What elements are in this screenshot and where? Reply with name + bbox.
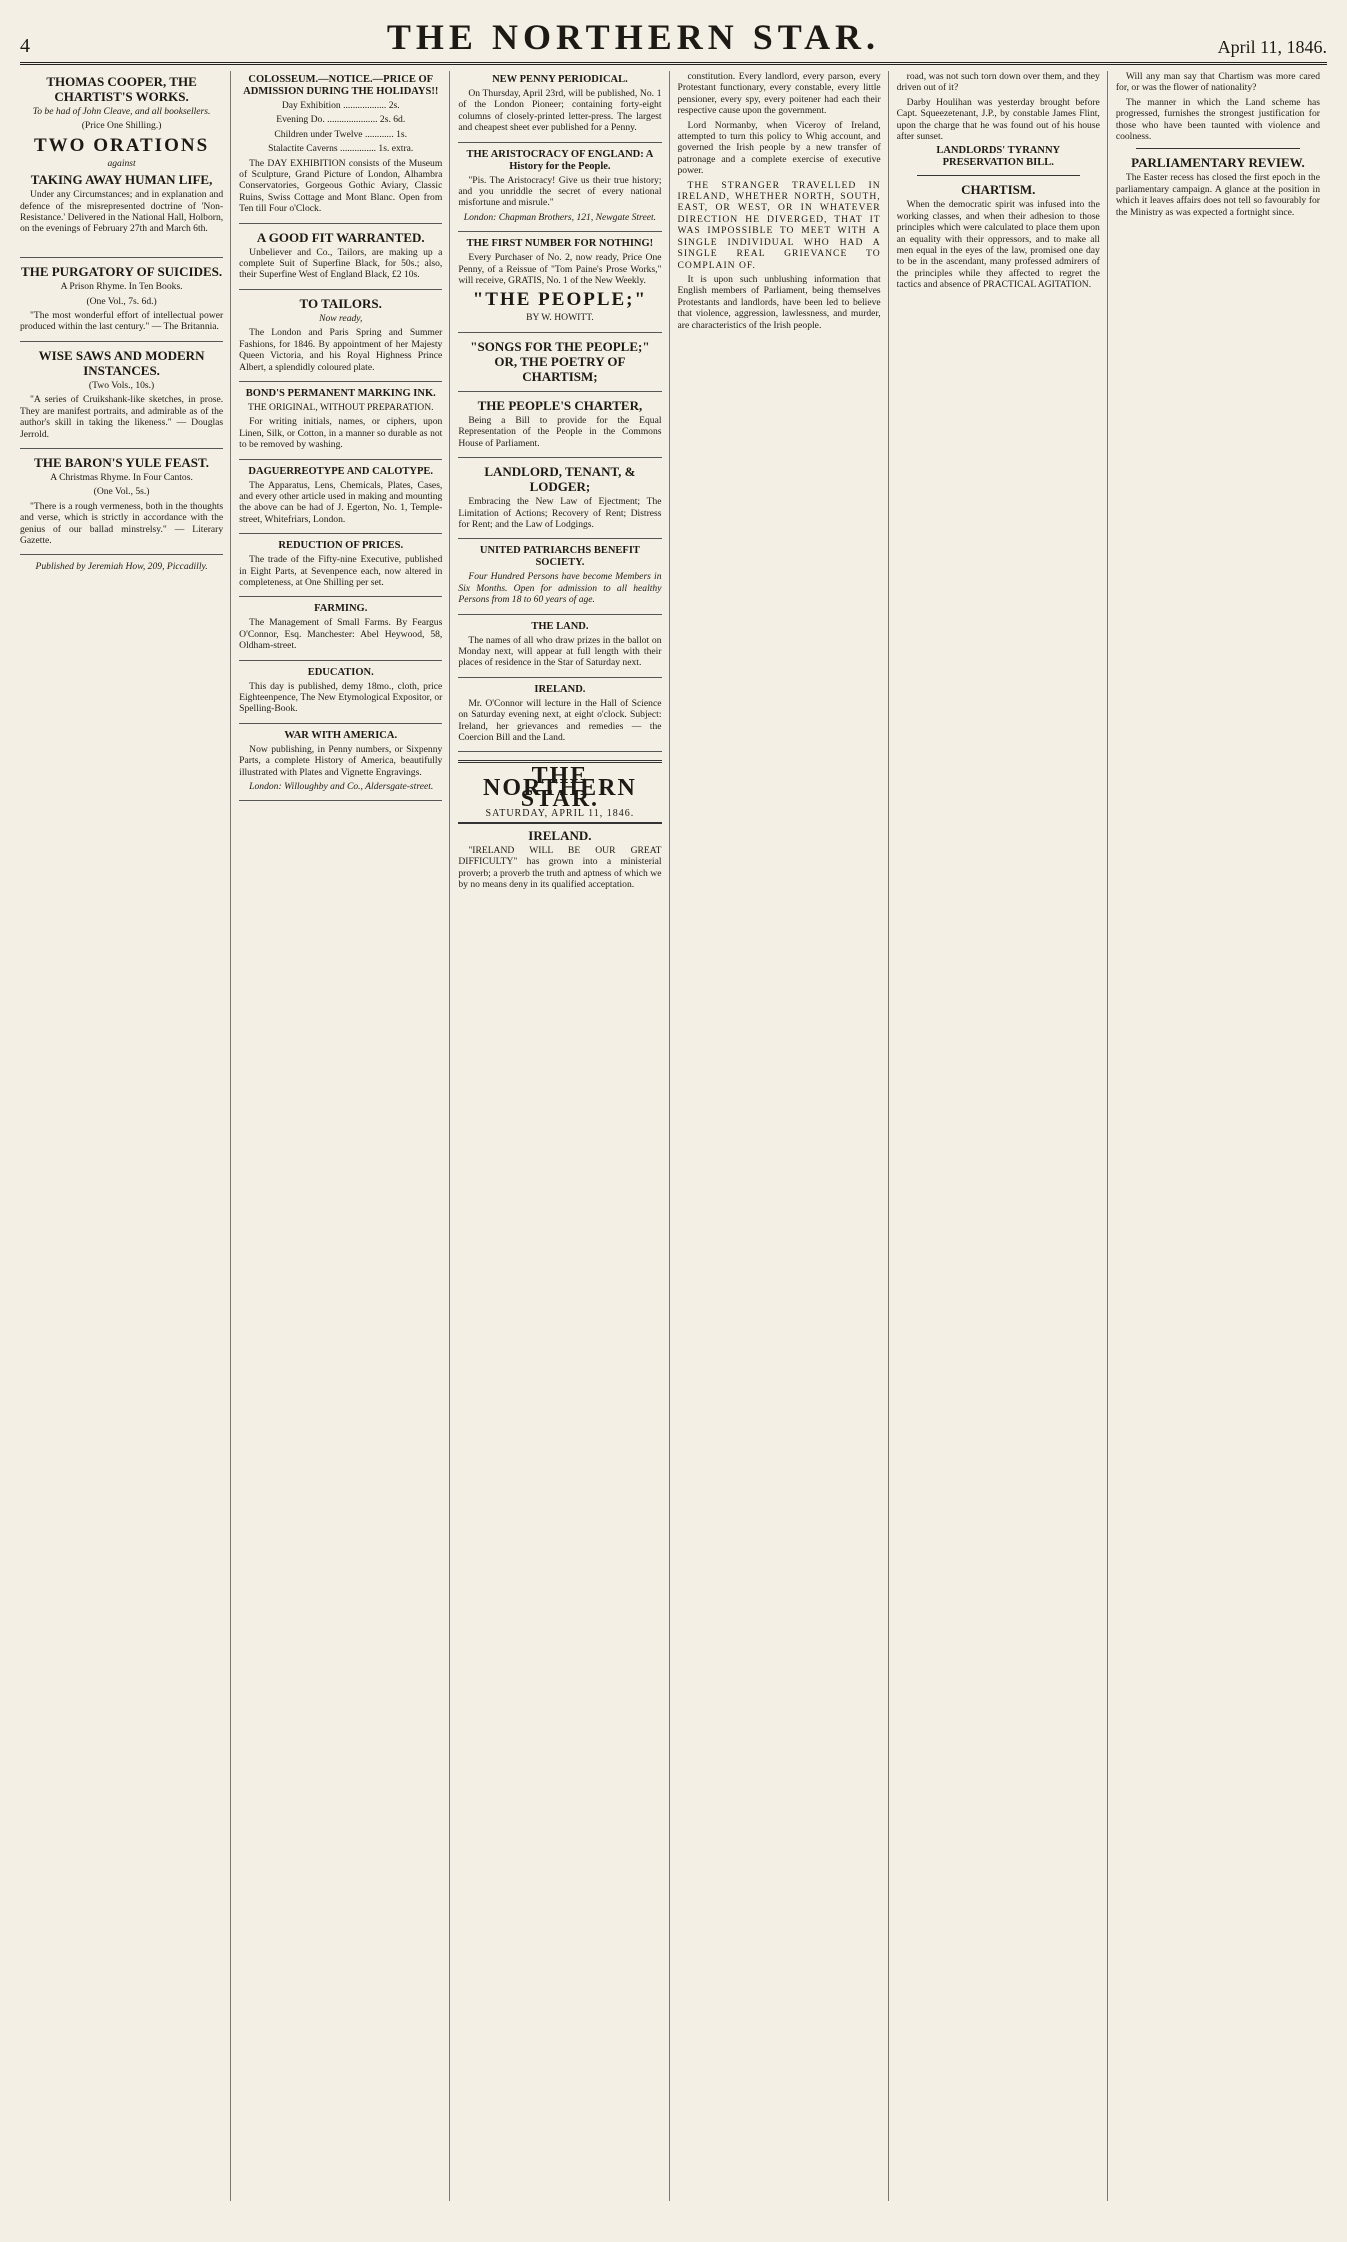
- coat-body: Unbeliever and Co., Tailors, are making up a complete Suit of Superfine Black, for 50s.; also, their Superfine West of England Black, £2 10s.: [239, 246, 443, 281]
- wise-body: "A series of Cruikshank-like sketches, in prose. They are manifest portraits, and admirable as of the author's skill in taking the likeness." — Douglas Jerrold.: [20, 394, 224, 440]
- ireland-notice: [458, 684, 661, 753]
- wise-title: WISE SAWS AND MODERN INSTANCES.: [38, 347, 205, 378]
- land-news-body: The names of all who draw prizes in the ballot on Monday next, will appear at full length with their places of residence in the Star of Saturday next.: [458, 634, 662, 669]
- coat-title: A GOOD FIT WARRANTED.: [256, 229, 425, 245]
- coat-advert: [239, 230, 442, 290]
- publisher-line: Published by Jeremiah How, 209, Piccadilly.: [35, 561, 208, 573]
- land-advert: [458, 464, 661, 539]
- bond-sub: THE ORIGINAL, WITHOUT PREPARATION.: [247, 401, 434, 413]
- colosseum-row: Evening Do. ..................... 2s. 6d.: [276, 114, 406, 126]
- purgatory-title: THE PURGATORY OF SUICIDES.: [21, 264, 223, 280]
- leader-heading: IRELAND.: [528, 828, 592, 843]
- column-2: [239, 71, 450, 2201]
- issue-date: April 11, 1846.: [1217, 37, 1327, 57]
- dag-title: DAGUERREOTYPE AND CALOTYPE.: [248, 465, 434, 477]
- chartism-title: CHARTISM.: [961, 182, 1036, 198]
- aristocracy-pub: London: Chapman Brothers, 121, Newgate Street.: [463, 211, 657, 223]
- farming-advert: [239, 603, 442, 660]
- baron-advert: [20, 455, 223, 555]
- land-body: Embracing the New Law of Ejectment; The Limitation of Actions; Recovery of Rent; Distress for Rent; and the Law of Lodgings.: [458, 496, 662, 530]
- colosseum-advert: [239, 74, 442, 224]
- war-body: Now publishing, in Penny numbers, or Sixpenny Parts, a complete History of America, beautifully illustrated with Plates and Vignette Engravings.: [239, 743, 443, 778]
- baron-sub: A Christmas Rhyme. In Four Cantos.: [50, 471, 193, 483]
- dag-body: The Apparatus, Lens, Chemicals, Plates, Cases, and every other article used in making and mounting the above can be had of J. Egerton, No. 1, Temple-street, Whitefriars, London.: [239, 479, 443, 525]
- education-advert: [239, 667, 442, 724]
- newspaper-page: [20, 12, 1327, 2212]
- baron-body: "There is a rough vermeness, both in the thoughts and verse, which is strictly in accordance with the genius of our ballad minstrelsy." — Literary Gazette.: [20, 500, 224, 546]
- review-body: The Easter recess has closed the first epoch in the parliamentary campaign. A glance at the position in which it leaves affairs does not tell so favourably for the Ministry as was expected a fortnight since.: [1115, 172, 1320, 218]
- cooper-title: THOMAS COOPER, THE CHARTIST'S WORKS.: [46, 74, 197, 104]
- ireland-title: IRELAND.: [534, 683, 586, 695]
- newspaper-title: THE NORTHERN STAR.: [386, 17, 881, 57]
- column-5: [897, 71, 1108, 2201]
- reduction-title: REDUCTION OF PRICES.: [278, 540, 404, 552]
- free-body: Every Purchaser of No. 2, now ready, Price One Penny, of a Reissue of "Tom Paine's Prose Works," will receive, GRATIS, No. 1 of the New Weekly.: [458, 252, 662, 287]
- charter-advert: [458, 398, 661, 458]
- society-title: UNITED PATRIARCHS BENEFIT SOCIETY.: [479, 545, 640, 569]
- cooper-sub: To be had of John Cleave, and all booksellers.: [32, 106, 211, 117]
- review-title: PARLIAMENTARY REVIEW.: [1131, 155, 1305, 171]
- column-4: [678, 71, 889, 2201]
- orations-body: Under any Circumstances; and in explanation and defence of the misrepresented doctrine of 'Non-Resistance.' Delivered in the National Hall, Holborn, on the evenings of February 27th and March 6th.: [20, 189, 224, 235]
- orations-sub: TAKING AWAY HUMAN LIFE,: [30, 172, 213, 188]
- article-paragraph: constitution. Every landlord, every parson, every Protestant functionary, every constable, every little pensioner, every spy, every poitener had each their respective cause upon the government.: [677, 71, 881, 117]
- aristocracy-title: THE ARISTOCRACY OF ENGLAND: A History for the People.: [466, 148, 654, 172]
- paper-date: SATURDAY, APRIL 11, 1846.: [458, 808, 661, 824]
- article-emphasis: THE STRANGER TRAVELLED IN IRELAND, WHETHER NORTH, SOUTH, EAST, OR WEST, OR IN WHATEVER DIRECTION HE DIVERGED, THAT IT WAS IMPOSSIBLE TO MEET WITH A SINGLE INDIVIDUAL WHO HAD A SINGLE REAL GRIEVANCE TO COMPLAIN OF.: [677, 179, 881, 271]
- column-6: [1116, 71, 1327, 2201]
- column-3: [458, 71, 669, 2201]
- orations-title: TWO ORATIONS: [34, 134, 210, 156]
- cooper-price: (Price One Shilling.): [81, 120, 162, 132]
- tailors-sub: Now ready,: [319, 312, 363, 324]
- war-publisher: London: Willoughby and Co., Aldersgate-street.: [249, 781, 434, 793]
- colosseum-body: The DAY EXHIBITION consists of the Museum of Sculpture, Grand Picture of London, Alhambra Conservatories, Gorgeous Gothic Aviary, Classic Ruins, Swiss Cottage and Mont Blanc. Open from Ten till Four o'Clock.: [239, 157, 443, 215]
- education-title: EDUCATION.: [307, 666, 374, 678]
- leader-body: "IRELAND WILL BE OUR GREAT DIFFICULTY" has grown into a ministerial proverb; a proverb the truth and aptness of which we by no means deny in its qualified acceptation.: [458, 845, 662, 891]
- wise-advert: [20, 348, 223, 449]
- war-title: WAR WITH AMERICA.: [284, 729, 398, 741]
- songs-title: "SONGS FOR THE PEOPLE;" OR, THE POETRY OF CHARTISM;: [470, 338, 650, 384]
- land-title: LANDLORD, TENANT, & LODGER;: [484, 464, 636, 495]
- bond-title: BOND'S PERMANENT MARKING INK.: [245, 387, 436, 399]
- wise-price: (Two Vols., 10s.): [88, 379, 155, 391]
- bond-body: For writing initials, names, or ciphers, upon Linen, Silk, or Cotton, in a manner so durable as not to be removed by washing.: [239, 416, 443, 451]
- columns: [20, 71, 1327, 2201]
- people-sub: BY W. HOWITT.: [526, 312, 594, 324]
- farming-body: The Management of Small Farms. By Feargus O'Connor, Esq. Manchester: Abel Heywood, 58, Oldham-street.: [239, 617, 443, 652]
- masthead: [20, 12, 1327, 65]
- penny-title: NEW PENNY PERIODICAL.: [492, 74, 628, 85]
- page-number: 4: [20, 35, 30, 57]
- purgatory-sub: A Prison Rhyme. In Ten Books.: [60, 281, 183, 293]
- free-advert: [458, 238, 661, 333]
- chartism-body: When the democratic spirit was infused into the working classes, and when their adhesion to those principles which were calculated to place them upon an equality with their oppressors, and to make all men equal in the eyes of the law, promised one day to be in the ascendant, many professed admirers of the principles while they affected to regret the tactics and absence of PRACTICAL AGITATION.: [896, 199, 1100, 291]
- reduction-advert: [239, 540, 442, 597]
- aristocracy-advert: [458, 149, 661, 233]
- farming-title: FARMING.: [314, 603, 368, 615]
- charter-body: Being a Bill to provide for the Equal Representation of the People in the Commons House of Parliament.: [458, 414, 662, 449]
- bond-advert: [239, 388, 442, 460]
- colosseum-row: Children under Twelve ............ 1s.: [274, 128, 408, 140]
- purgatory-advert: [20, 264, 223, 342]
- purgatory-price: (One Vol., 7s. 6d.): [86, 295, 157, 307]
- column-1: [20, 71, 231, 2201]
- baron-title: THE BARON'S YULE FEAST.: [34, 454, 209, 470]
- dag-advert: [239, 466, 442, 535]
- reduction-body: The trade of the Fifty-nine Executive, published in Eight Parts, at Sevenpence each, now altered in completeness, at One Shilling per set.: [239, 554, 443, 588]
- article-paragraph: It is upon such unblushing information that English members of Parliament, being themselves Protestants and landlords, have been led to believe that violence, aggression, lawlessness, and murder, are characteristics of the Irish people.: [677, 273, 881, 331]
- people-title: "THE PEOPLE;": [472, 289, 648, 311]
- article-paragraph: Will any man say that Chartism was more cared for, or was the flower of nationality?: [1115, 71, 1320, 94]
- tailors-title: TO TAILORS.: [299, 295, 382, 311]
- colosseum-row: Stalactite Caverns ............... 1s. extra.: [268, 143, 414, 155]
- colosseum-row: Day Exhibition .................. 2s.: [281, 100, 400, 111]
- education-body: This day is published, demy 18mo., cloth, price Eighteenpence, The New Etymological Expositor, or Spelling-Book.: [239, 680, 443, 715]
- paper-title: THE NORTHERN STAR.: [482, 763, 637, 813]
- tailors-advert: [239, 296, 442, 382]
- charter-title: THE PEOPLE'S CHARTER,: [477, 397, 643, 413]
- penny-advert: [458, 74, 661, 143]
- orations-against: against: [107, 157, 136, 169]
- land-notice: [458, 621, 661, 678]
- landlords-title: LANDLORDS' TYRANNY PRESERVATION BILL.: [936, 145, 1061, 169]
- article-paragraph: Darby Houlihan was yesterday brought before Capt. Squeezetenant, J.P., by constable James Flint, upon the charge that he was found out of his house after sunset.: [896, 96, 1100, 143]
- colosseum-title: COLOSSEUM.—NOTICE.—PRICE OF ADMISSION DURING THE HOLIDAYS!!: [243, 74, 439, 97]
- free-title: THE FIRST NUMBER FOR NOTHING!: [466, 238, 654, 250]
- ireland-body: Mr. O'Connor will lecture in the Hall of Science on Saturday evening next, at eight o'clock. Subject: Ireland, her grievances and remedies — the Coercion Bill and the Land.: [458, 697, 662, 743]
- songs-advert: [458, 339, 661, 392]
- purgatory-body: "The most wonderful effort of intellectual power produced within the last century." — The Britannia.: [20, 310, 224, 333]
- society-body: Four Hundred Persons have become Members in Six Months. Open for admission to all healthy Persons from 18 to 60 years of age.: [458, 571, 662, 606]
- baron-price: (One Vol., 5s.): [93, 486, 150, 498]
- article-paragraph: Lord Normanby, when Viceroy of Ireland, attempted to turn this policy to Whig account, and governed the Irish people by a new transfer of patronage and a complete exercise of executive power.: [677, 119, 881, 177]
- aristocracy-body: "Pis. The Aristocracy! Give us their true history; and you unriddle the secret of every national misfortune and misrule.": [458, 174, 662, 209]
- penny-body: On Thursday, April 23rd, will be published, No. 1 of the London Pioneer; containing forty-eight columns of closely-printed letter-press. The largest and cheapest sheet ever published for a Penny.: [458, 88, 662, 134]
- land-news-title: THE LAND.: [531, 620, 589, 632]
- tailors-body: The London and Paris Spring and Summer Fashions, for 1846. By appointment of her Majesty Queen Victoria, and his Royal Highness Prince Albert, a splendidly coloured plate.: [239, 327, 443, 373]
- article-paragraph: The manner in which the Land scheme has progressed, furnishes the strongest justification for those who have been taunted with violence and coolness.: [1115, 96, 1320, 143]
- cooper-advert: [20, 74, 223, 258]
- war-advert: [239, 730, 442, 802]
- society-advert: [458, 545, 661, 614]
- article-paragraph: road, was not such torn down over them, and they driven out of it?: [896, 71, 1100, 94]
